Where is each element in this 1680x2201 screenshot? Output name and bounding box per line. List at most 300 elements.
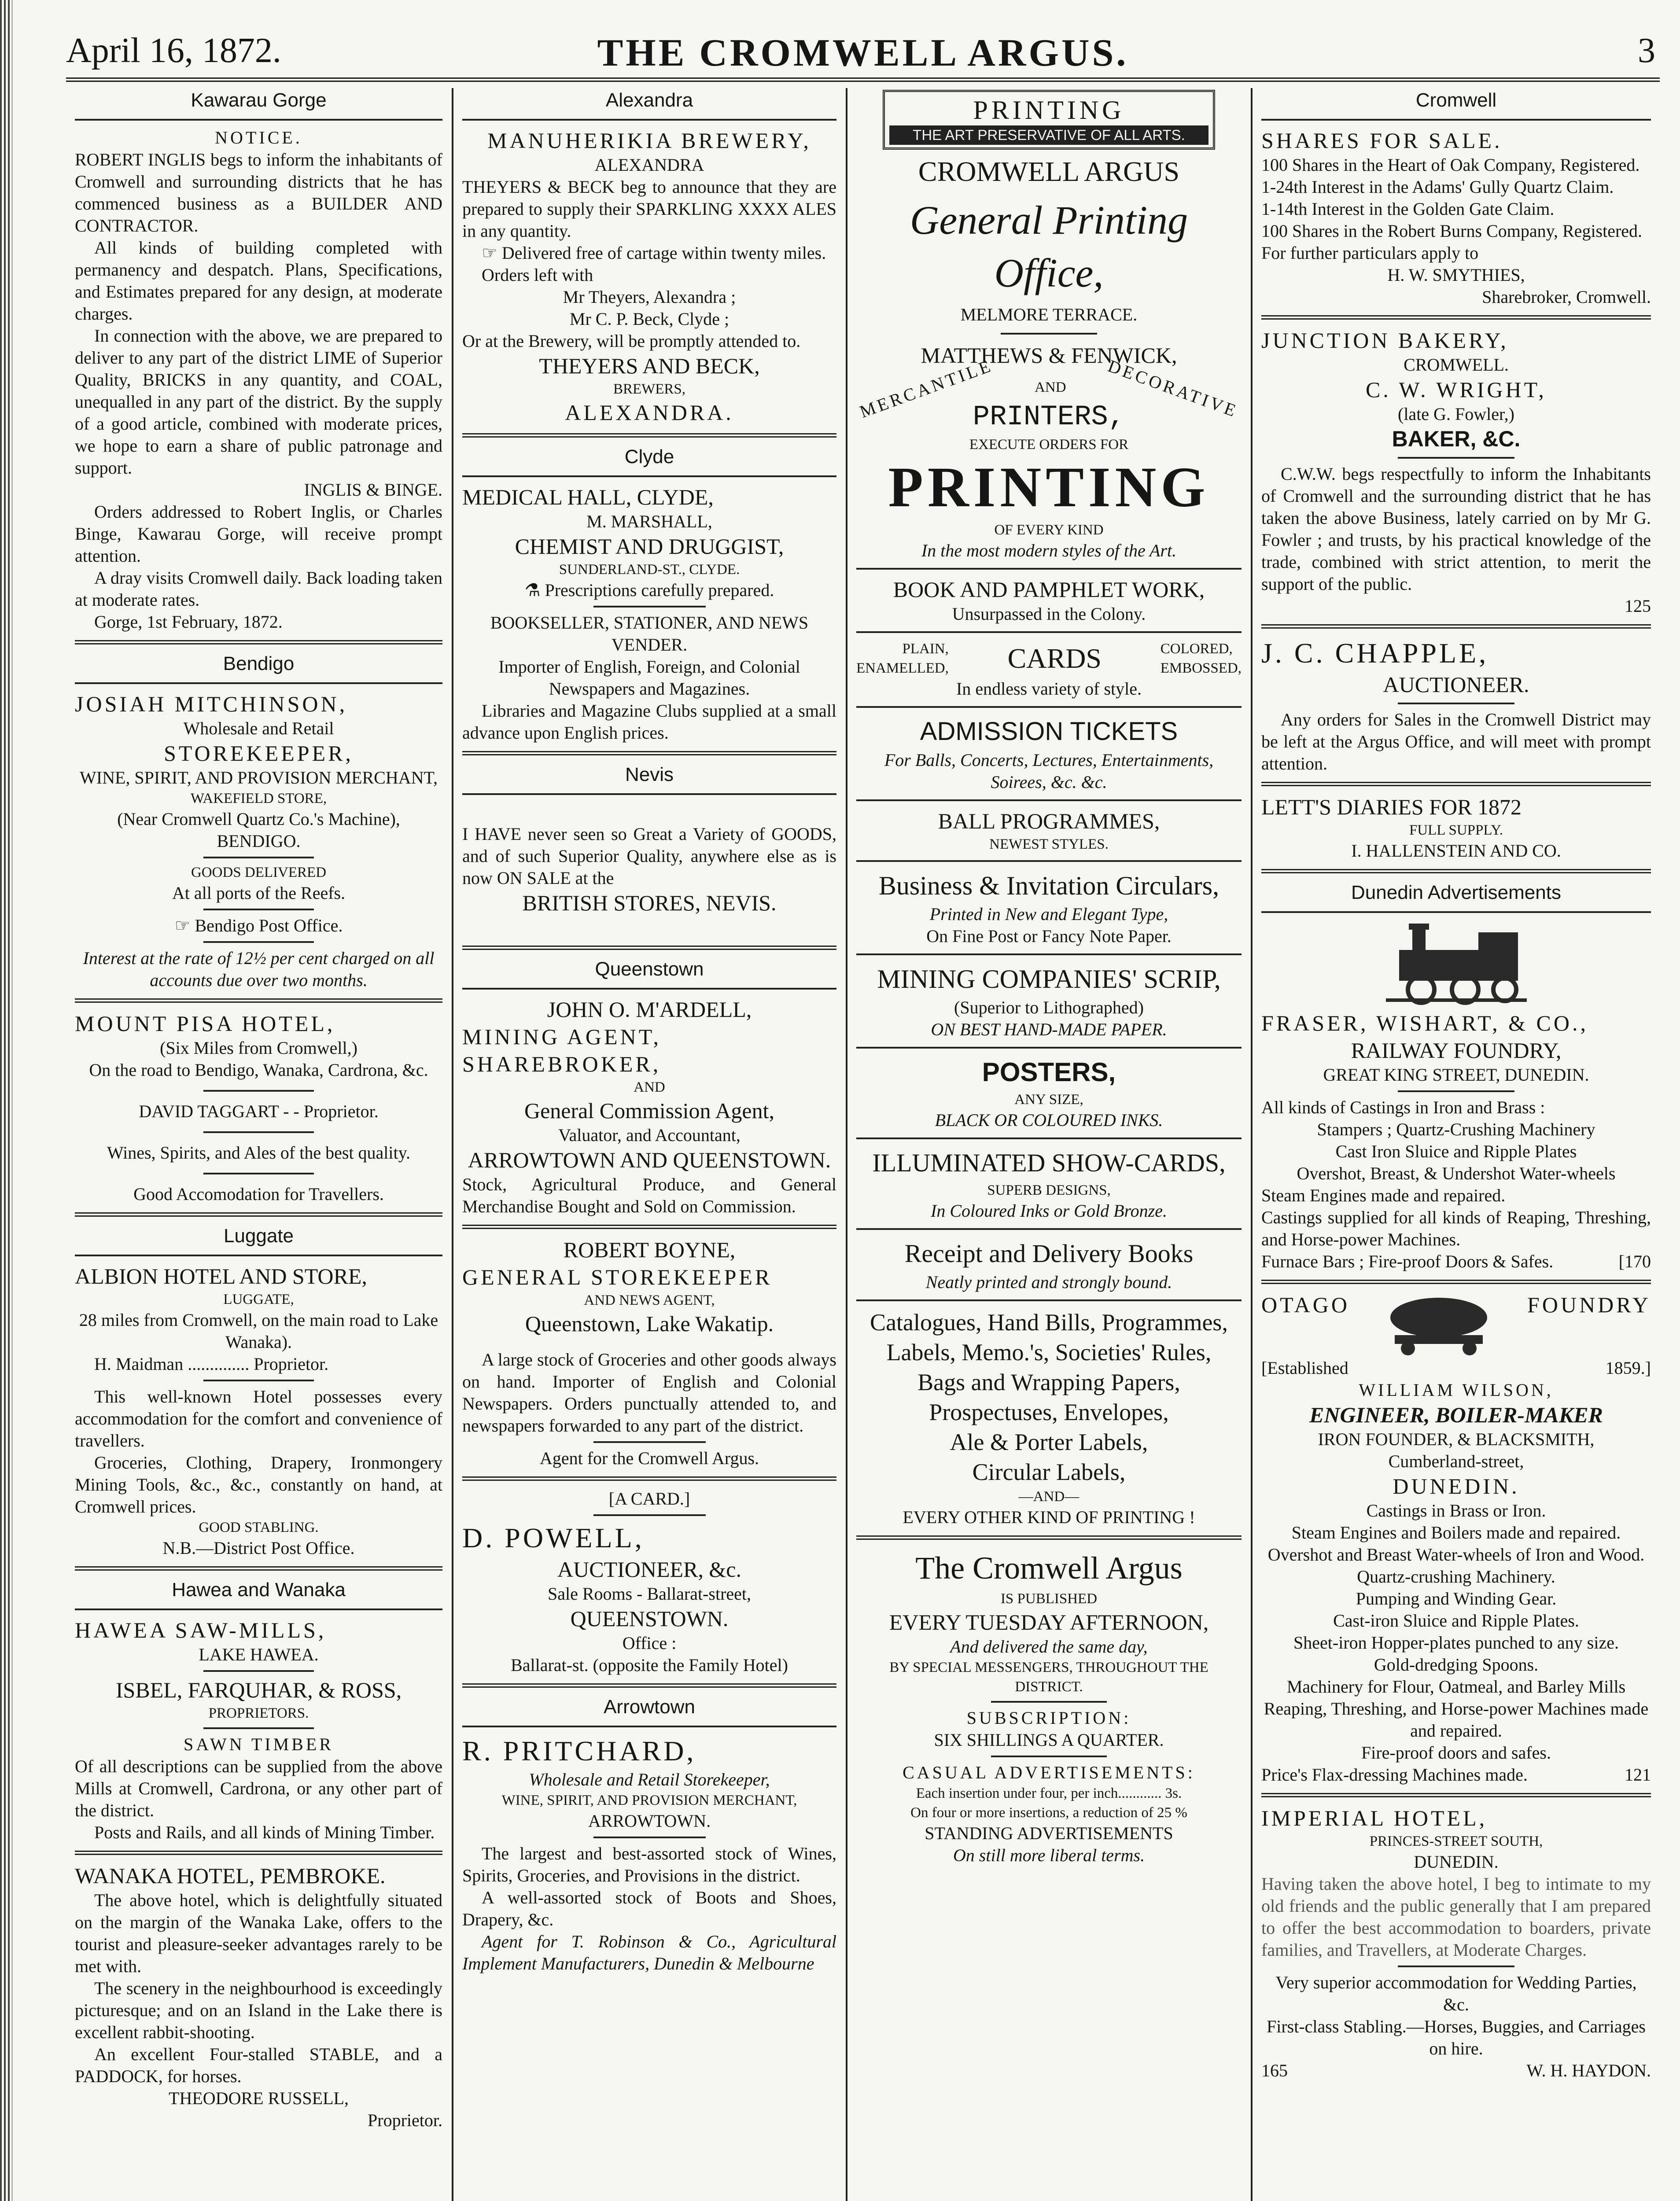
ad-line: SUNDERLAND-ST., CLYDE. [559, 562, 740, 578]
ad-line: Overshot and Breast Water-wheels of Iron and Wood. [1267, 1545, 1645, 1564]
ad-line: Cumberland-street, [1388, 1451, 1524, 1471]
ad-line: BRITISH STORES, NEVIS. [522, 891, 777, 915]
rule [203, 1727, 314, 1729]
ad-line: Each insertion under four, per inch............ 3s. [916, 1785, 1182, 1801]
ad-body: A large stock of Groceries and other goods always on hand. Importer of English and Colonial Newspapers. Orders punctually attended to, and newspapers forwarded to any part of the district. [462, 1350, 836, 1435]
ad-line: STOREKEEPER, [164, 741, 354, 766]
ad-line: (late G. Fowler,) [1398, 404, 1514, 424]
rule [75, 640, 442, 644]
rule [856, 860, 1242, 862]
section-head: Cromwell [1415, 89, 1497, 111]
ad-signature: THEODORE RUSSELL, [169, 2088, 349, 2108]
ad-line: Wines, Spirits, and Ales of the best quality. [107, 1143, 411, 1163]
ad-heading: JOSIAH MITCHINSON, [75, 692, 348, 716]
rule [75, 1212, 442, 1217]
ad-line: Office : [622, 1633, 677, 1653]
ad-heading: WANAKA HOTEL, PEMBROKE. [75, 1863, 386, 1888]
ad-body: Posts and Rails, and all kinds of Mining Timber. [94, 1822, 435, 1842]
ad-line: Furnace Bars ; Fire-proof Doors & Safes. [1261, 1251, 1554, 1271]
ad-line: Cast Iron Sluice and Ripple Plates [1335, 1141, 1577, 1161]
rule [462, 1726, 836, 1727]
ad-number: 121 [1625, 1765, 1651, 1785]
ad-line: In endless variety of style. [956, 679, 1142, 699]
ad-line: CROMWELL. [1404, 355, 1509, 375]
rule [1261, 624, 1651, 629]
ad-line: STANDING ADVERTISEMENTS [925, 1823, 1173, 1843]
ad-line-pair [1261, 1764, 1651, 1786]
ad-line: ALEXANDRA. [565, 400, 734, 425]
ad-line: CHEMIST AND DRUGGIST, [515, 534, 784, 559]
ad-line: ON BEST HAND-MADE PAPER. [931, 1020, 1167, 1039]
ad-heading: NOTICE. [215, 128, 302, 147]
rule [593, 1837, 706, 1838]
ad-body: Having taken the above hotel, I beg to intimate to my old friends and the public generally that I am prepared to offer the best accommodation to boarders, private families, and Travellers, at Moderate Charges. [1261, 1874, 1651, 1960]
ad-line: Prospectuses, Envelopes, [929, 1399, 1169, 1425]
ad-heading: D. POWELL, [462, 1522, 645, 1553]
ad-line: BENDIGO. [217, 831, 301, 851]
ad-line: Catalogues, Hand Bills, Programmes, [870, 1309, 1228, 1336]
ad-line: Pumping and Winding Gear. [1356, 1589, 1557, 1608]
section-head: Hawea and Wanaka [172, 1579, 346, 1601]
ad-body: The above hotel, which is delightfully situated on the margin of the Wanaka Lake, offers to the tourist and pleasure-seeker advantages rarely to be met with. [75, 1890, 442, 1976]
rule [1398, 1090, 1515, 1092]
ad-line: On still more liberal terms. [953, 1845, 1145, 1865]
arc-word: DECORATIVE [1105, 356, 1241, 421]
ad-line: Circular Labels, [972, 1459, 1126, 1485]
ad-line: Gold-dredging Spoons. [1374, 1655, 1539, 1675]
cards-word: CARDS [1007, 643, 1102, 674]
ad-line: IS PUBLISHED [1000, 1591, 1098, 1607]
ad-line: 100 Shares in the Robert Burns Company, Registered. [1261, 221, 1643, 241]
rule [462, 475, 836, 477]
ad-line: On Fine Post or Fancy Note Paper. [926, 926, 1172, 946]
ad-heading: R. PRITCHARD, [462, 1735, 696, 1767]
rule [1398, 1965, 1515, 1967]
ad-line: DUNEDIN. [1414, 1852, 1499, 1872]
ad-body: THEYERS & BECK beg to announce that they are prepared to supply their SPARKLING XXXX ALES in any quantity. [462, 177, 836, 241]
ad-body: An excellent Four-stalled STABLE, and a PADDOCK, for horses. [75, 2044, 442, 2086]
ad-line: NEWEST STYLES. [989, 836, 1109, 852]
ad-body: Orders addressed to Robert Inglis, or Charles Binge, Kawarau Gorge, will receive prompt attention. [75, 502, 442, 566]
ad-body: ☞ Delivered free of cartage within twenty miles. [482, 243, 826, 263]
ad-line [462, 579, 836, 601]
section-head: Nevis [625, 764, 674, 785]
ad-line: ENGINEER, BOILER-MAKER [1309, 1402, 1603, 1427]
ad-line: Fire-proof doors and safes. [1361, 1743, 1551, 1763]
ad-heading: FRASER, WISHART, & CO., [1261, 1011, 1588, 1035]
ad-line: WILLIAM WILSON, [1359, 1380, 1554, 1400]
rule [593, 1514, 706, 1516]
ad-line: [Established [1261, 1358, 1348, 1378]
ad-line: BREWERS, [613, 381, 686, 397]
arc-word: AND [1035, 379, 1066, 395]
rule [462, 946, 836, 950]
ad-line: Stampers ; Quartz-Crushing Machinery [1317, 1119, 1595, 1139]
ad-line-pair [1261, 1357, 1651, 1379]
cards-line [856, 639, 1242, 678]
rule [203, 909, 314, 910]
masthead-date: April 16, 1872. [66, 31, 281, 70]
ad-line: And delivered the same day, [950, 1637, 1148, 1656]
ad-line: Cast-iron Sluice and Ripple Plates. [1333, 1611, 1579, 1631]
ad-line: ARROWTOWN. [588, 1811, 711, 1831]
ad-line: ISBEL, FARQUHAR, & ROSS, [115, 1678, 402, 1702]
rule [203, 1670, 314, 1672]
ad-line: M. MARSHALL, [586, 512, 712, 531]
ad-line-text: Prescriptions carefully prepared. [545, 580, 774, 600]
rule [991, 1701, 1107, 1703]
ad-heading: MEDICAL HALL, CLYDE, [462, 485, 714, 509]
rule [856, 799, 1242, 801]
rule [1261, 315, 1651, 320]
rule [75, 1255, 442, 1256]
ad-heading: ALBION HOTEL AND STORE, [75, 1264, 367, 1288]
ad-body: The largest and best-assorted stock of Wines, Spirits, Groceries, and Provisions in the district. [462, 1844, 836, 1885]
ad-line: Queenstown, Lake Wakatip. [525, 1311, 774, 1336]
ad-body: I HAVE never seen so Great a Variety of GOODS, and of such Superior Quality, anywhere else as is now ON SALE at the [462, 824, 836, 888]
ad-line: Mr Theyers, Alexandra ; [563, 287, 736, 307]
ad-heading: LETT'S DIARIES FOR 1872 [1261, 795, 1522, 819]
rule [75, 119, 442, 121]
ad-line: Printed in New and Elegant Type, [929, 904, 1168, 924]
ad-line: AUCTIONEER. [1383, 672, 1529, 697]
ad-line: Good Accomodation for Travellers. [133, 1184, 384, 1204]
rule [462, 119, 836, 121]
ad-line: Machinery for Flour, Oatmeal, and Barley Mills [1286, 1677, 1626, 1697]
rule [462, 793, 836, 795]
ad-line: First-class Stabling.—Horses, Buggies, and Carriages on hire. [1267, 2017, 1646, 2058]
ad-line: H. Maidman .............. Proprietor. [94, 1354, 329, 1374]
ad-line: Steam Engines made and repaired. [1261, 1185, 1506, 1205]
ad-body: C.W.W. begs respectfully to inform the Inhabitants of Cromwell and the surrounding district that he has taken the above Business, lately carried on by Mr G. Fowler ; and trusts, by his practical knowledge of the trade, combined with strict attention, to merit the support of the public. [1261, 464, 1651, 594]
ad-line: General Commission Agent, [524, 1098, 774, 1123]
ad-heading: J. C. CHAPPLE, [1261, 637, 1489, 669]
ad-line: Reaping, Threshing, and Horse-power Machines made and repaired. [1264, 1699, 1649, 1741]
boiler-icon [1382, 1291, 1496, 1357]
ad-line: ANY SIZE, [1014, 1092, 1083, 1108]
rule [203, 1173, 314, 1174]
ad-line: WINE, SPIRIT, AND PROVISION MERCHANT, [80, 768, 438, 788]
section-head: Kawarau Gorge [191, 89, 327, 111]
ad-line: LAKE HAWEA. [199, 1645, 319, 1664]
rule [1261, 869, 1651, 873]
rule [593, 1441, 706, 1443]
ad-body: A well-assorted stock of Boots and Shoes, Drapery, &c. [462, 1888, 836, 1929]
ad-heading: The Cromwell Argus [915, 1550, 1183, 1586]
ad-line: Receipt and Delivery Books [904, 1239, 1194, 1268]
rule [856, 1047, 1242, 1049]
ad-line: BY SPECIAL MESSENGERS, THROUGHOUT THE DISTRICT. [889, 1660, 1208, 1695]
section-head: Queenstown [595, 958, 704, 980]
ad-line: BOOKSELLER, STATIONER, AND NEWS VENDER. [490, 613, 809, 655]
spacer [462, 916, 836, 939]
ad-line: (Six Miles from Cromwell,) [160, 1038, 357, 1058]
rule [75, 682, 442, 684]
rule [462, 433, 836, 438]
mortar-pestle-icon: ⚗ [524, 580, 545, 600]
banner-subtitle: THE ART PRESERVATIVE OF ALL ARTS. [889, 125, 1208, 145]
ad-line: RAILWAY FOUNDRY, [1351, 1038, 1562, 1063]
ad-line: THEYERS AND BECK, [539, 353, 760, 378]
ad-line: CASUAL ADVERTISEMENTS: [903, 1763, 1195, 1782]
ad-line: EVERY OTHER KIND OF PRINTING ! [903, 1507, 1195, 1527]
ad-line: EXECUTE ORDERS FOR [969, 437, 1129, 453]
ad-line: MINING COMPANIES' SCRIP, [877, 964, 1221, 994]
ad-body: Any orders for Sales in the Cromwell District may be left at the Argus Office, and will meet with prompt attention. [1261, 710, 1651, 773]
ad-line: At all ports of the Reefs. [172, 883, 346, 903]
ad-line: MELMORE TERRACE. [960, 305, 1138, 324]
ad-line: N.B.—District Post Office. [162, 1538, 355, 1558]
ad-line: Mr C. P. Beck, Clyde ; [569, 309, 729, 329]
ad-body: Groceries, Clothing, Drapery, Ironmongery Mining Tools, &c., &c., constantly on hand, at Cromwell prices. [75, 1453, 442, 1516]
ad-body: Libraries and Magazine Clubs supplied at a small advance upon English prices. [462, 701, 836, 743]
rule [856, 1299, 1242, 1301]
ad-heading: OTAGO [1261, 1292, 1350, 1317]
cards-right [1161, 639, 1242, 678]
ad-number: 165 [1261, 2061, 1288, 2080]
column-3 [847, 88, 1250, 2201]
ad-line: Wholesale and Retail Storekeeper, [529, 1770, 770, 1789]
masthead-page-number: 3 [1638, 31, 1655, 70]
ad-line: Sheet-iron Hopper-plates punched to any size. [1293, 1633, 1619, 1653]
ad-line-pair [1261, 1251, 1651, 1273]
ad-line: On the road to Bendigo, Wanaka, Cardrona, &c. [89, 1060, 428, 1080]
rule [1261, 119, 1651, 121]
ad-line: Agent for the Cromwell Argus. [539, 1448, 759, 1468]
ad-heading: IMPERIAL HOTEL, [1261, 1806, 1488, 1830]
section-head: Dunedin Advertisements [1351, 882, 1561, 903]
ad-heading: FOUNDRY [1527, 1292, 1651, 1317]
ad-line: Very superior accommodation for Wedding Parties, &c. [1275, 1973, 1637, 2014]
rule [462, 1476, 836, 1481]
ad-line: SUPERB DESIGNS, [987, 1182, 1111, 1198]
column-2 [453, 88, 845, 2201]
ad-line: GREAT KING STREET, DUNEDIN. [1323, 1065, 1589, 1085]
rule [75, 1851, 442, 1855]
ad-body: Or at the Brewery, will be promptly attended to. [462, 331, 801, 351]
rule [856, 1535, 1242, 1540]
ad-line: C. W. WRIGHT, [1366, 377, 1547, 402]
ad-line: Quartz-crushing Machinery. [1357, 1567, 1555, 1586]
rule [203, 941, 314, 943]
rule [75, 998, 442, 1003]
ad-line: H. W. SMYTHIES, [1387, 265, 1525, 285]
spacer [462, 801, 836, 823]
masthead [66, 18, 1660, 75]
ad-line: WINE, SPIRIT, AND PROVISION MERCHANT, [501, 1792, 797, 1808]
rule [1398, 457, 1515, 459]
column-4 [1253, 88, 1660, 2201]
ad-heading: CROMWELL ARGUS [918, 156, 1180, 187]
ad-line: BOOK AND PAMPHLET WORK, [893, 577, 1205, 602]
ad-line: GOOD STABLING. [199, 1520, 319, 1535]
ad-line: WAKEFIELD STORE, [190, 791, 327, 806]
ad-line: Labels, Memo.'s, Societies' Rules, [886, 1339, 1212, 1366]
ad-line: Orders left with [482, 265, 593, 285]
rule [203, 857, 314, 858]
rule [593, 606, 706, 607]
section-head: Arrowtown [604, 1696, 695, 1718]
ad-body: This well-known Hotel possesses every accommodation for the comfort and convenience of travellers. [75, 1387, 442, 1450]
ad-line: QUEENSTOWN. [570, 1606, 729, 1631]
masthead-title: THE CROMWELL ARGUS. [597, 32, 1129, 74]
ad-body: Stock, Agricultural Produce, and General Merchandise Bought and Sold on Commission. [462, 1174, 836, 1216]
section-head: Bendigo [223, 653, 295, 674]
ad-heading: JUNCTION BAKERY, [1261, 328, 1509, 353]
ad-line: GOODS DELIVERED [191, 865, 327, 880]
ad-line: I. HALLENSTEIN AND CO. [1351, 841, 1561, 861]
ad-heading: HAWEA SAW-MILLS, [75, 1618, 327, 1642]
ad-line: 1859.] [1605, 1358, 1651, 1378]
spacer [462, 1337, 836, 1349]
rule [75, 1608, 442, 1610]
ad-line: In the most modern styles of the Art. [921, 541, 1177, 560]
ad-body: Agent for T. Robinson & Co., Agricultural Implement Manufacturers, Dunedin & Melbourne [462, 1932, 836, 1973]
masthead-rule [66, 77, 1660, 82]
rule [462, 988, 836, 990]
ad-signature: Proprietor. [368, 2110, 442, 2130]
ad-heading: GENERAL STOREKEEPER [462, 1265, 773, 1289]
rule [462, 1683, 836, 1688]
ad-line: 1-24th Interest in the Adams' Gully Quartz Claim. [1261, 177, 1614, 197]
ad-line: PRINCES-STREET SOUTH, [1369, 1833, 1543, 1849]
rule [856, 1137, 1242, 1139]
ad-line: 1-14th Interest in the Golden Gate Claim. [1261, 199, 1555, 219]
ad-line: —AND— [1018, 1489, 1079, 1505]
ad-date: Gorge, 1st February, 1872. [94, 612, 283, 632]
arc-word: MERCANTILE [857, 355, 995, 422]
ad-line: JOHN O. M'ARDELL, [547, 997, 752, 1022]
ad-number: [170 [1618, 1251, 1651, 1271]
ad-line: Ale & Porter Labels, [950, 1429, 1148, 1455]
column-1 [66, 88, 451, 2201]
ad-heading: SHARES FOR SALE. [1261, 128, 1503, 153]
ad-line: Business & Invitation Circulars, [878, 871, 1219, 900]
ad-body: Castings supplied for all kinds of Reaping, Threshing, and Horse-power Machines. [1261, 1207, 1651, 1249]
ad-line: For Balls, Concerts, Lectures, Entertainments, Soirees, &c. &c. [884, 750, 1214, 792]
rule [462, 1225, 836, 1229]
ad-line: In Coloured Inks or Gold Bronze. [931, 1201, 1167, 1221]
ad-line: FULL SUPPLY. [1409, 822, 1503, 838]
ad-line: All kinds of Castings in Iron and Brass : [1261, 1097, 1545, 1117]
ad-line: Bags and Wrapping Papers, [917, 1369, 1180, 1395]
ad-line: Castings in Brass or Iron. [1366, 1501, 1546, 1520]
rule [1261, 1280, 1651, 1284]
rule [462, 751, 836, 755]
ad-line: Overshot, Breast, & Undershot Water-wheels [1297, 1163, 1616, 1183]
rule [203, 1090, 314, 1092]
ad-line: Neatly printed and strongly bound. [925, 1272, 1172, 1292]
ad-line: For further particulars apply to [1261, 243, 1479, 263]
ad-line: ALEXANDRA [594, 155, 704, 175]
section-head: Luggate [223, 1225, 294, 1247]
ad-line: SUBSCRIPTION: [966, 1708, 1131, 1728]
ad-line: ENAMELLED, [856, 660, 949, 676]
ad-line: DAVID TAGGART - - Proprietor. [139, 1101, 379, 1121]
ad-line: ROBERT BOYNE, [563, 1237, 736, 1262]
banner-title: PRINTING [973, 96, 1125, 125]
ad-line: Sharebroker, Cromwell. [1482, 287, 1651, 307]
ad-line: Interest at the rate of 12½ per cent charged on all accounts due over two months. [83, 948, 435, 990]
ad-body: ROBERT INGLIS begs to inform the inhabitants of Cromwell and surrounding districts that he has commenced business as a BUILDER AND CONTRACTOR. [75, 150, 442, 236]
ad-body: Of all descriptions can be supplied from the above Mills at Cromwell, Cardrona, or any other part of the district. [75, 1756, 442, 1820]
ad-line: 28 miles from Cromwell, on the main road to Lake Wanaka). [79, 1310, 438, 1352]
rule [1261, 1793, 1651, 1797]
ad-body: All kinds of building completed with permanency and despatch. Plans, Specifications, and Estimates prepared for any design, at moderate charges. [75, 238, 442, 324]
rule [856, 706, 1242, 708]
printing-banner [883, 90, 1215, 150]
locomotive-engraving [1261, 919, 1651, 1009]
ad-signature: W. H. HAYDON. [1526, 2061, 1651, 2080]
ad-line: ARROWTOWN AND QUEENSTOWN. [468, 1148, 831, 1172]
ad-line-pair [1261, 2060, 1651, 2082]
ad-line: BALL PROGRAMMES, [938, 809, 1160, 833]
ad-line: Wholesale and Retail [183, 718, 334, 738]
ad-line: IRON FOUNDER, & BLACKSMITH, [1318, 1429, 1595, 1449]
ad-line: SIX SHILLINGS A QUARTER. [934, 1730, 1164, 1750]
ad-line: POSTERS, [982, 1057, 1116, 1087]
rule [75, 1566, 442, 1571]
ad-line: Price's Flax-dressing Machines made. [1261, 1765, 1528, 1785]
ad-heading: MOUNT PISA HOTEL, [75, 1011, 335, 1036]
ad-line: LUGGATE, [223, 1292, 294, 1307]
ad-line: EVERY TUESDAY AFTERNOON, [889, 1610, 1209, 1634]
ad-line: MATTHEWS & FENWICK, [921, 343, 1177, 368]
rule [856, 953, 1242, 955]
rule [856, 568, 1242, 570]
rule [1398, 703, 1515, 704]
rule [203, 1380, 314, 1381]
ad-line: Steam Engines and Boilers made and repaired. [1291, 1523, 1621, 1542]
ad-number: 125 [1625, 596, 1651, 616]
ad-line: (Near Cromwell Quartz Co.'s Machine), [117, 809, 400, 829]
ad-body: In connection with the above, we are prepared to deliver to any part of the district LIME of Superior Quality, BRICKS in any quantity, and COAL, unequalled in any part of the district. By the supply of a good article, combined with moderate prices, we hope to earn a share of public patronage and support. [75, 326, 442, 478]
ad-line: OF EVERY KIND [994, 522, 1104, 538]
ad-heading: PRINTING [888, 456, 1210, 519]
ad-line: BLACK OR COLOURED INKS. [935, 1110, 1163, 1130]
rule [1261, 782, 1651, 786]
rule [1001, 333, 1097, 335]
ad-body: A dray visits Cromwell daily. Back loading taken at moderate rates. [75, 568, 442, 610]
cards-left [856, 639, 949, 678]
rule [203, 1131, 314, 1133]
ad-line: PLAIN, [902, 641, 949, 657]
ad-line: PRINTERS, [973, 401, 1125, 433]
ad-line: SAWN TIMBER [184, 1734, 334, 1754]
rule [1261, 911, 1651, 913]
ad-line: PROPRIETORS. [208, 1705, 309, 1721]
ad-line: 100 Shares in the Heart of Oak Company, Registered. [1261, 155, 1640, 175]
ad-line: Sale Rooms - Ballarat-street, [547, 1584, 752, 1604]
ad-line: On four or more insertions, a reduction of 25 % [910, 1805, 1187, 1821]
ad-heading: MINING AGENT, SHAREBROKER, [462, 1024, 662, 1076]
ad-line: Valuator, and Accountant, [558, 1125, 741, 1145]
ad-heading: General Printing Office, [910, 198, 1188, 295]
locomotive-icon [1382, 919, 1531, 1007]
ad-line: DUNEDIN. [1393, 1474, 1520, 1498]
ad-line: (Superior to Lithographed) [954, 997, 1144, 1017]
ad-line: COLORED, [1160, 641, 1233, 657]
section-head: Alexandra [605, 89, 693, 111]
rule [856, 1228, 1242, 1230]
ad-line: BAKER, &C. [1392, 427, 1521, 451]
ad-line: AND NEWS AGENT, [584, 1292, 715, 1308]
ad-line: Unsurpassed in the Colony. [952, 604, 1146, 624]
page-edge-binding [0, 0, 12, 2201]
section-head: Clyde [624, 446, 674, 467]
ad-line: ☞ Bendigo Post Office. [174, 916, 343, 935]
ad-line: ADMISSION TICKETS [920, 717, 1178, 746]
